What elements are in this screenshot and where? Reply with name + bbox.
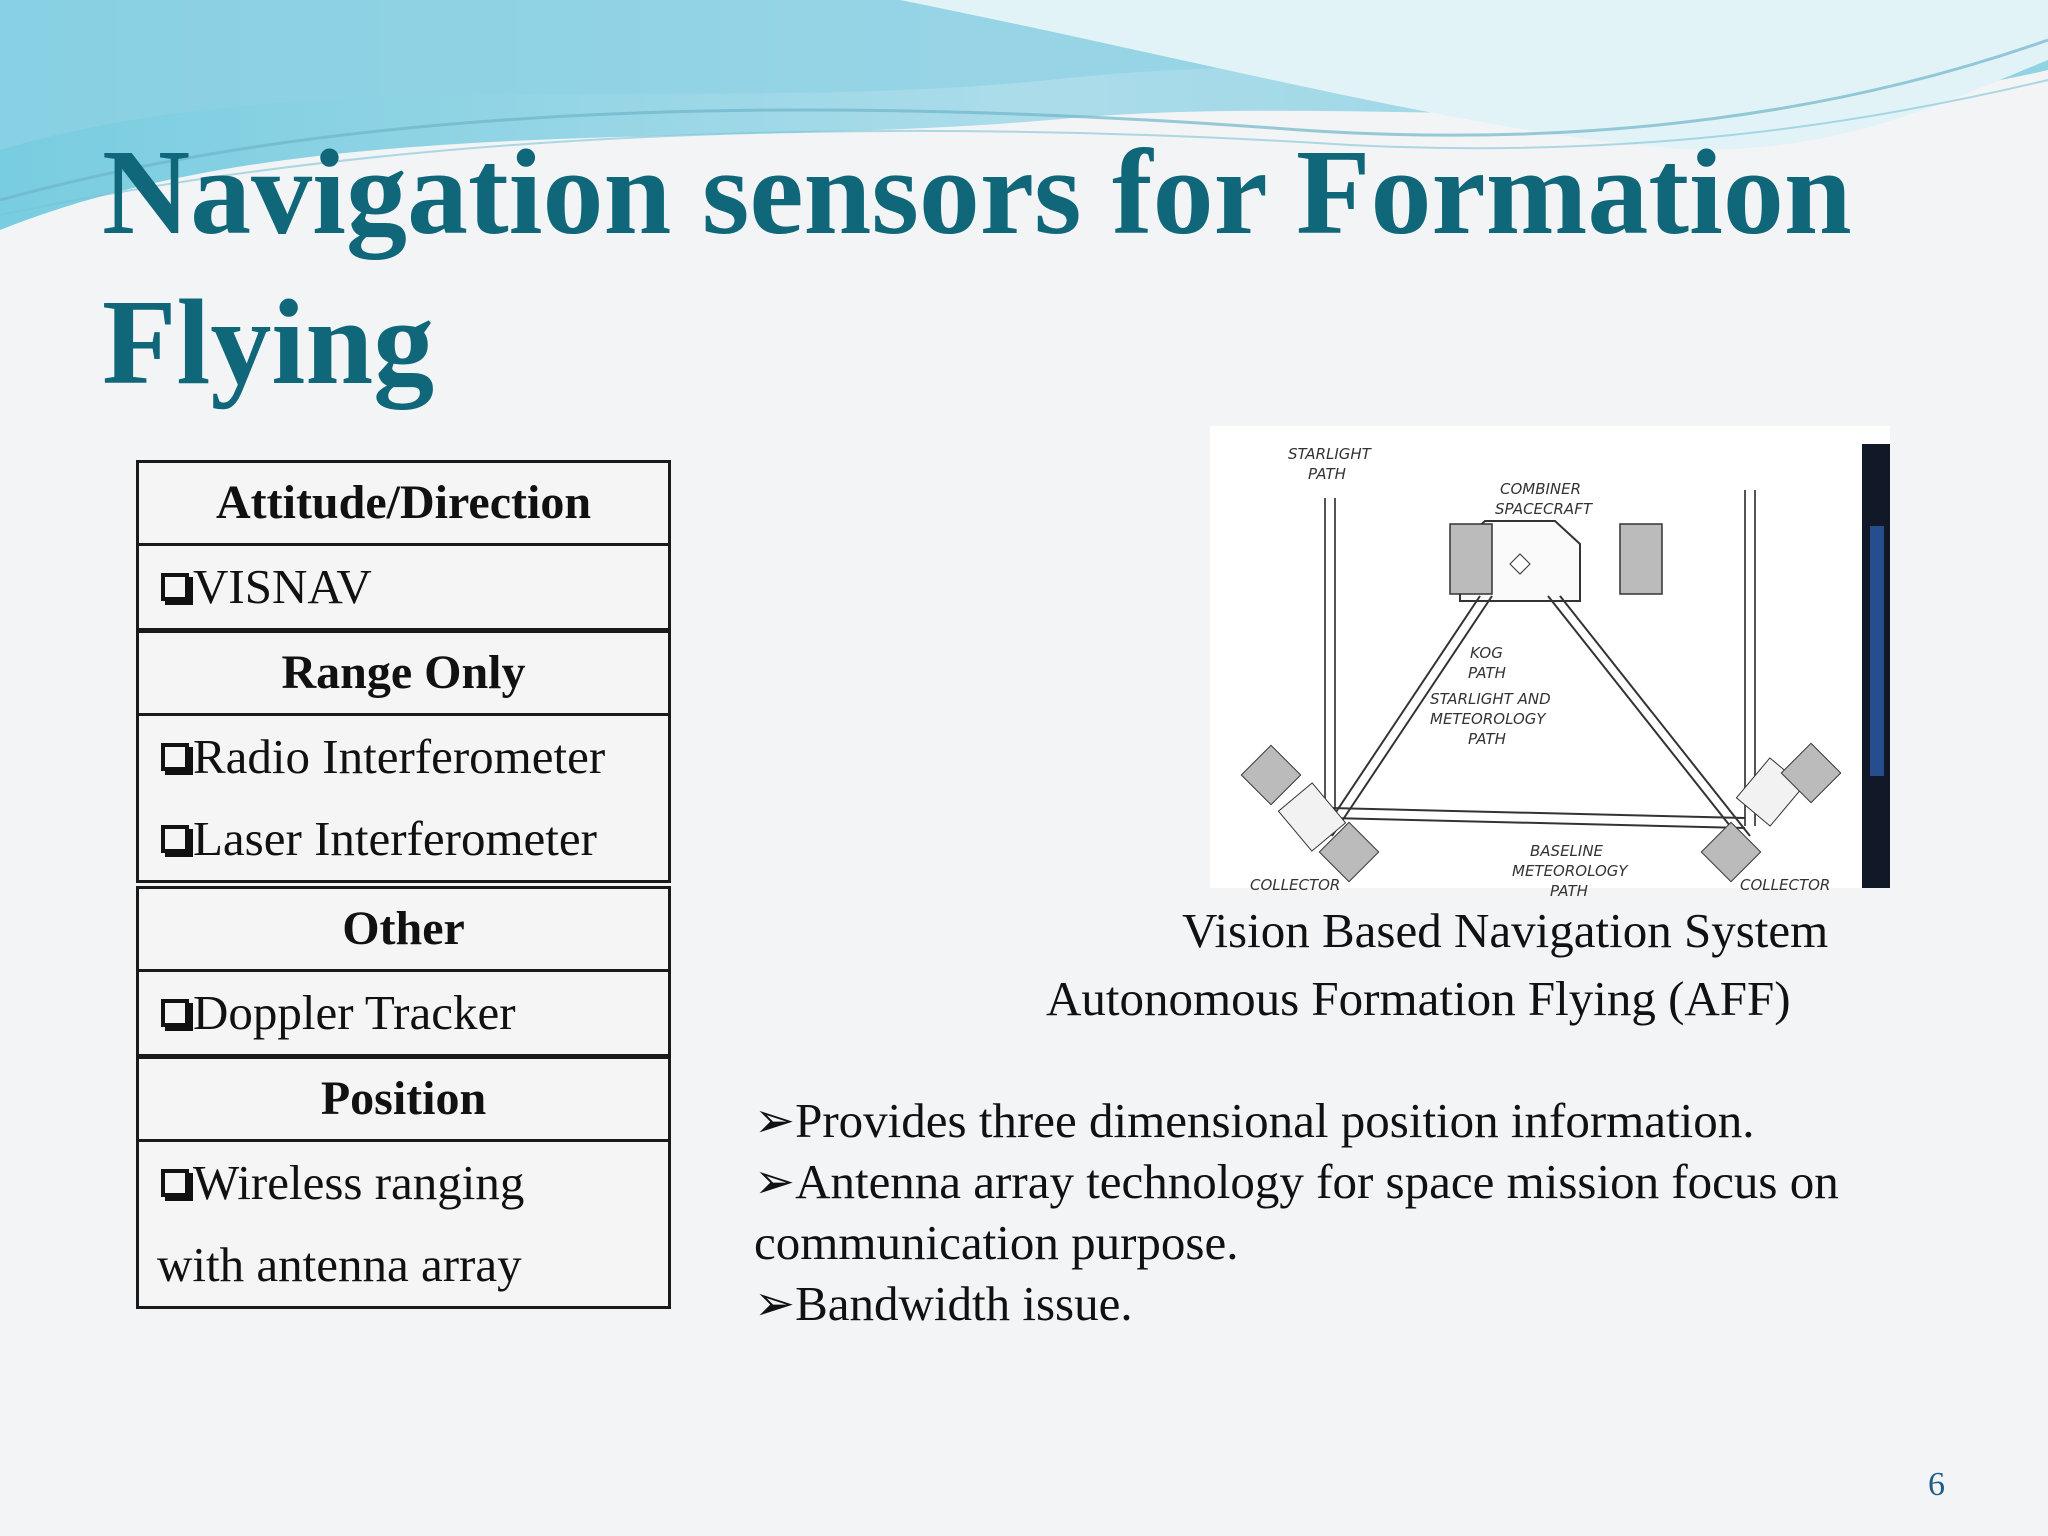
category-heading: Position xyxy=(139,1059,668,1142)
svg-text:PATH: PATH xyxy=(1550,882,1588,900)
checkbox-bullet-icon xyxy=(161,999,189,1027)
checkbox-bullet-icon xyxy=(161,1169,189,1197)
caption-aff: Autonomous Formation Flying (AFF) xyxy=(1046,971,1791,1026)
caption-vision-based: Vision Based Navigation System xyxy=(1182,903,1829,958)
bullet-list xyxy=(754,1090,1904,1334)
svg-text:PATH: PATH xyxy=(1468,730,1506,748)
bullet-item: ➢Bandwidth issue. xyxy=(754,1273,1904,1334)
baseline-label: BASELINE xyxy=(1530,842,1604,860)
checkbox-bullet-icon xyxy=(161,573,189,601)
starlight-meteorology-label: STARLIGHT AND xyxy=(1430,690,1551,708)
list-item: Laser Interferometer xyxy=(161,798,668,880)
arrow-bullet-icon: ➢ xyxy=(754,1154,796,1209)
arrow-bullet-icon: ➢ xyxy=(754,1276,796,1331)
list-item: Doppler Tracker xyxy=(161,972,668,1054)
svg-text:SPACECRAFT: SPACECRAFT xyxy=(1495,500,1592,518)
collector-left-label: COLLECTOR xyxy=(1250,876,1341,894)
svg-text:PATH: PATH xyxy=(1468,664,1506,682)
svg-text:METEOROLOGY: METEOROLOGY xyxy=(1430,710,1546,728)
kog-path-label: KOG xyxy=(1470,644,1503,662)
svg-text:METEOROLOGY: METEOROLOGY xyxy=(1512,862,1628,880)
aff-diagram-figure xyxy=(1210,426,1890,900)
list-item: VISNAV xyxy=(161,546,668,628)
category-other xyxy=(136,886,671,1057)
figure-edge-accent xyxy=(1870,526,1884,776)
checkbox-bullet-icon xyxy=(161,743,189,771)
list-item: Wireless ranging xyxy=(161,1142,668,1224)
arrow-bullet-icon: ➢ xyxy=(754,1093,796,1148)
category-range-only xyxy=(136,630,671,883)
bullet-item: ➢Antenna array technology for space mission focus on communication purpose. xyxy=(754,1151,1904,1273)
slide-title: Navigation sensors for Formation Flying xyxy=(102,125,1852,410)
starlight-path-label: STARLIGHT xyxy=(1288,445,1371,463)
list-item-continuation: with antenna array xyxy=(157,1237,522,1292)
page-number: 6 xyxy=(1928,1466,1945,1503)
collector-right-label: COLLECTOR xyxy=(1740,876,1831,894)
list-item: Radio Interferometer xyxy=(161,716,668,798)
svg-text:PATH: PATH xyxy=(1308,465,1346,483)
combiner-label: COMBINER xyxy=(1500,480,1582,498)
aff-diagram xyxy=(1210,426,1890,900)
category-attitude-direction xyxy=(136,460,671,631)
checkbox-bullet-icon xyxy=(161,825,189,853)
category-heading: Attitude/Direction xyxy=(139,463,668,546)
category-position xyxy=(136,1056,671,1309)
category-heading: Other xyxy=(139,889,668,972)
bullet-item: ➢Provides three dimensional position information. xyxy=(754,1090,1904,1151)
category-heading: Range Only xyxy=(139,633,668,716)
